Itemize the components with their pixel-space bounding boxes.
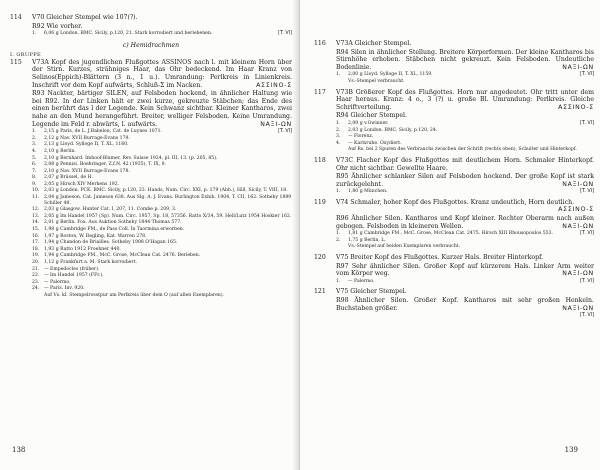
- example-item: [10, 136, 292, 142]
- reverse-text: [336, 49, 594, 72]
- example-description: — Empedocles (früher).: [44, 266, 100, 272]
- reverse-text: [336, 112, 594, 120]
- reverse-text: [336, 173, 594, 188]
- example-item: [10, 234, 292, 240]
- example-item: [10, 188, 292, 194]
- example-number: 4.: [336, 140, 341, 146]
- entry-number: 116: [314, 40, 326, 47]
- reverse-row: [314, 112, 594, 120]
- example-description: 2,10 g Nav. XVII Burrage-Evans 178.: [44, 168, 130, 174]
- entry-note: Vs.-Stempel verbraucht.: [348, 78, 405, 84]
- reverse-row: [314, 49, 594, 72]
- example-text: [348, 72, 594, 78]
- example-description: 2,15 g Paris, de L. J.Babelon, Cat. de Luynes 1071.: [44, 129, 162, 135]
- example-item: [314, 72, 594, 78]
- example-number: 22.: [32, 273, 40, 279]
- page-number: 139: [564, 446, 578, 454]
- example-description: 1,94 g Chandon de Briailles. Sotheby 1908 O'Hagan 165.: [44, 240, 178, 246]
- example-text: [44, 136, 292, 142]
- example-number: 18.: [32, 246, 40, 252]
- example-item: [10, 156, 292, 162]
- example-number: 1.: [336, 72, 341, 78]
- example-number: 1.: [336, 278, 341, 284]
- plate-row: [314, 313, 594, 319]
- example-number: 16.: [32, 233, 40, 239]
- reverse-description: R93 Nackter, bärtiger SILEN, auf Felsboden hockend, in ähnlicher Haltung wie bei R92. In der Linken hält er zwei kurze, gekreuzte Stäbchen; das Ende des einen berührt das l der Legende. Kein Schwanz sichtbar. Kleiner Kantharos, zwei nahe an den Mund herangeführt. Breiter, welliger Felsboden. Keine Umrandung. Legende im Feld r. abwärts, l. aufwärts.: [32, 90, 292, 128]
- example-number: 20.: [32, 260, 40, 265]
- reverse-description: R97 Sehr ähnlicher Silen. Großer Kopf auf kürzerem Hals. Linker Arm weiter vom Körper weg.: [336, 262, 594, 278]
- example-number: 4.: [32, 148, 37, 154]
- example-text: [44, 142, 292, 148]
- example-description: 1,98 g Cambridge FM., de Pass Coll. In Taormina erworben.: [44, 227, 185, 233]
- reverse-legend: ΝΑΞΙ-ΩΝ: [562, 270, 594, 278]
- example-number: 17.: [32, 240, 40, 246]
- example-text: [44, 220, 292, 226]
- reverse-text: [336, 297, 594, 312]
- entry-number: 115: [10, 58, 22, 66]
- example-description: 1,97 g Boston, W. Regling, Kat. Warren 278.: [44, 233, 147, 239]
- obverse-legend: ΑΣΣΙΝΟ-Σ: [256, 81, 292, 89]
- example-text: [348, 189, 594, 195]
- example-number: 1.: [336, 231, 341, 237]
- example-description: 2,01 g Berlin. Fox. Aus Auktion Sotheby 1844 Thomas 577.: [44, 220, 182, 226]
- example-item: [314, 238, 594, 244]
- example-number: 5.: [32, 155, 37, 161]
- example-description: — Karlsruhe. Oxydiert.: [348, 140, 402, 146]
- example-text: [348, 121, 594, 127]
- reverse-legend: ΝΑΞΙ-ΩΝ: [562, 222, 594, 230]
- example-text: [348, 134, 594, 140]
- catalog-entry-121: [314, 288, 594, 296]
- catalog-entry-114: [10, 14, 292, 22]
- example-text: [44, 188, 292, 194]
- example-description: — Florenz.: [348, 134, 374, 140]
- example-item: [10, 273, 292, 279]
- example-description: 1,12 g Frankfurt a. M. Stark korrodiert.: [44, 260, 137, 265]
- catalog-entry-119: [314, 199, 594, 214]
- entry-number: 118: [314, 156, 326, 164]
- example-item: [10, 240, 292, 246]
- example-number: 2.: [336, 127, 341, 133]
- reverse-row: [314, 173, 594, 188]
- example-description: 2,03 g London. BMC. Sicily, p.120, 24.: [348, 127, 438, 133]
- example-item: [314, 121, 594, 127]
- example-text: [44, 214, 292, 220]
- obverse-description: V73C Flacher Kopf des Flußgottes mit deutlichem Horn. Schmaler Hinterkopf. Ohr nicht sichtbar. Gewellte Haare.: [336, 156, 594, 172]
- example-description: 2,05 g Im Handel 1957 (Sp). Num. Circ. 1957, Sp. 18, 57356. Ratto X/34, 59. Hell/Lutz 1954 Hoskier 162.: [44, 213, 292, 219]
- example-item: [10, 214, 292, 220]
- example-description: 1,75 g Berlin, L.: [348, 237, 386, 243]
- plate-reference: [T. VI]: [580, 72, 594, 78]
- example-number: 11.: [32, 195, 40, 201]
- example-item: [10, 286, 292, 292]
- example-description: 1,93 g Ratto 1912 Froehner 440.: [44, 246, 121, 252]
- reverse-legend: ΝΑΞΙ-ΩΝ: [562, 63, 594, 71]
- plate-reference: [T. VI]: [580, 313, 594, 319]
- obverse-description: V75 Gleicher Stempel.: [336, 288, 407, 296]
- example-item: [10, 142, 292, 148]
- example-description: 1,81 g Cambridge FM., McC. Grose, McClean Cat. 2475. Hirsch XIII Rhousopoulos 553.: [348, 231, 553, 237]
- plate-reference: [T. VI]: [580, 278, 594, 284]
- example-text: [44, 240, 292, 246]
- catalog-entry-120: [314, 254, 594, 262]
- example-description: 2,03 g Glasgow. Hunter Cat. I, 207, 11. Combe p. 209, 3.: [44, 207, 177, 213]
- example-item: [10, 207, 292, 213]
- example-number: 1.: [32, 129, 37, 135]
- entry-number: 119: [314, 198, 326, 206]
- example-description: 2,04 g Jameson. Cat. Jameson 638. Aus Slg. A. J. Evans. Burlington Exhib. 1904, T. CII, 162. Sotheby 1899 Schiller 48.: [44, 195, 292, 206]
- reverse-description: R98 Ähnlicher Silen. Großer Kopf. Kantharos mit sehr großen Henkeln. Buchstaben größer.: [336, 297, 594, 312]
- example-item: [10, 253, 292, 259]
- catalog-entry-117: [314, 89, 594, 112]
- example-number: 15.: [32, 227, 40, 233]
- left-page-column: [10, 14, 292, 299]
- example-number: 21.: [32, 266, 40, 272]
- example-text: [44, 162, 292, 168]
- reverse-text: [336, 263, 594, 278]
- example-description: — Paris. Inv. 920.: [44, 286, 85, 292]
- section-title: c) Hemidrachmen: [122, 41, 180, 49]
- example-text: [44, 129, 292, 135]
- example-item: [10, 227, 292, 233]
- example-description: 2,05 g Hirsch XIV Merkens 192.: [44, 181, 120, 187]
- example-item: 1. [T. VI] 6,06 g London. BMC. Sicily, p.120, 21. Stark korrodiert und beriebenen.: [32, 31, 292, 37]
- example-text: [44, 182, 292, 188]
- example-text: [44, 149, 292, 155]
- example-number: 2.: [32, 135, 37, 141]
- catalog-entry-118: [314, 157, 594, 172]
- entry-number: 121: [314, 288, 326, 296]
- example-description: — Im Handel 1957 (FFr.).: [44, 273, 104, 279]
- example-list: [10, 129, 292, 292]
- obverse-text: [336, 199, 594, 214]
- reverse-description: R92 Wie vorher.: [32, 22, 83, 30]
- right-page: [300, 0, 600, 470]
- example-text: [348, 231, 594, 237]
- entry-number: 120: [314, 254, 326, 262]
- example-text: [44, 280, 292, 286]
- obverse-description: V73A Gleicher Stempel.: [336, 40, 412, 47]
- entry-number: 114: [10, 14, 22, 21]
- example-description: 1,80 g München.: [348, 189, 388, 195]
- example-item: [10, 247, 292, 253]
- example-item: [10, 267, 292, 273]
- obverse-description: V73B Größerer Kopf des Flußgottes. Horn nur angedeutet. Ohr tritt unter dem Haar heraus. Kranz: 4 o., 3 (?) u. große Bl. Umrandung: Perlkreis. Gleiche Schriftverteilung.: [336, 88, 594, 111]
- example-item: [10, 169, 292, 175]
- plate-reference: [T. VI]: [278, 31, 292, 37]
- example-number: 23.: [32, 279, 40, 285]
- example-number: 24.: [32, 286, 40, 292]
- example-number: 9.: [32, 181, 37, 187]
- example-text: [44, 253, 292, 259]
- obverse-legend: ΑΣΣΙΝΟ-Σ: [558, 103, 594, 111]
- example-item: [314, 231, 594, 237]
- reverse-row: [10, 23, 292, 31]
- obverse-text: [336, 40, 594, 48]
- example-text: [348, 279, 594, 285]
- example-number: 3.: [32, 142, 37, 148]
- example-item: [10, 260, 292, 266]
- example-item: [314, 128, 594, 134]
- example-text: [348, 238, 594, 244]
- example-description: 2,00 g Lloyd. Sylloge II, T. XL, 1159.: [348, 72, 433, 78]
- reverse-text: [336, 215, 594, 230]
- right-page-column: [314, 40, 594, 319]
- example-text: [44, 260, 292, 266]
- reverse-legend: ΝΑΞΙ-ΩΝ: [260, 120, 292, 128]
- example-text: [44, 227, 292, 233]
- example-number: 14.: [32, 220, 40, 226]
- example-number: 3.: [336, 134, 341, 140]
- reverse-description: R96 Ähnlicher Silen. Kantharos und Kopf kleiner. Rechter Oberarm nach außen gebogen. Felsboden in kleineren Wellen.: [336, 215, 594, 230]
- obverse-text: [336, 254, 594, 262]
- obverse-description: V75 Breiter Kopf des Flußgottes. Kurzer Hals. Breiter Hinterkopf.: [336, 254, 544, 262]
- example-text: [44, 169, 292, 175]
- reverse-description: R95 Ähnlicher schlanker Silen auf Felsboden hockend. Der große Kopf ist stark zurückgelehnt.: [336, 173, 594, 188]
- example-description: 2,08 g Pennisi. Boehringer, Z.f.N. 42 (1935), T. IX, 9.: [44, 162, 166, 168]
- example-number: 13.: [32, 213, 40, 219]
- group-title: I. GRUPPE: [10, 51, 42, 58]
- page-number: 138: [12, 446, 26, 454]
- example-text: [44, 195, 292, 206]
- example-number: 8.: [32, 175, 37, 181]
- plate-reference: [T. VI]: [580, 189, 594, 195]
- example-text: [44, 267, 292, 273]
- catalog-entry-116: [314, 40, 594, 48]
- example-description: 2,09 g v.Gwinner.: [348, 120, 389, 126]
- entry-note: Auf Vs. kl. Stempelrosstpur am Perlkreis über dem O (auf allen Exemplaren).: [44, 292, 225, 298]
- obverse-description: V73A Kopf des jugendlichen Flußgottes ASSINOS nach l. mit kleinem Horn über der Stirn. Kurzes, strähniges Haar, das Ohr bedeckend. Im Haar Kranz von Selinos(Eppich)-Blättern (3 n., 1 u.). Umrandung: Perlkreis in Linienkreis. Inschrift vor dem Kopf aufwärts, Schluß-Σ im Nacken.: [32, 58, 292, 89]
- example-item: [10, 280, 292, 286]
- example-item: [314, 279, 594, 285]
- example-item: [10, 182, 292, 188]
- example-number: 19.: [32, 253, 40, 259]
- entry-note: Vs.-Stempel auf beiden Exemplaren verbraucht.: [348, 244, 461, 250]
- example-description: 1,94 g Cambridge FM., McC. Grose, McClean Cat. 2476. Berieben.: [44, 253, 201, 259]
- example-text: [44, 175, 292, 181]
- example-description: — Palermo.: [348, 278, 375, 284]
- example-item: [10, 162, 292, 168]
- reverse-description: R94 Gleicher Stempel.: [336, 112, 407, 120]
- obverse-text: [336, 157, 594, 172]
- example-item: [314, 141, 594, 147]
- example-item: [314, 134, 594, 140]
- example-description: 2,10 g Bernhard. Imhoof-Blumer, Rev. Suisse 1924, pl. III, 13. (p. 205, 85).: [44, 155, 218, 161]
- example-number: 6.: [32, 162, 37, 168]
- plate-reference: [T. VI]: [580, 231, 594, 237]
- obverse-text: [336, 288, 594, 296]
- catalog-entry-115: [10, 59, 292, 89]
- example-description: — Palermo.: [44, 279, 71, 285]
- reverse-row: [314, 215, 594, 230]
- entry-note: Auf Rs. bei 2 Spuren des Verbrauchs zwischen der Schrift (rechts oben), Schulter und Hinterkopf.: [348, 147, 577, 153]
- example-description: 2,07 g Brüssel, de H.: [44, 175, 94, 181]
- example-number: 10.: [32, 188, 40, 194]
- reverse-description: R94 Silen in ähnlicher Stellung. Breitere Körperformen. Der kleine Kantharos bis Stirnhöhe erhoben. Stäbchen nicht gekreuzt. Kein Felsboden. Undeutliche Bodenlinie.: [336, 48, 594, 71]
- example-number: 1.: [336, 189, 341, 195]
- reverse-legend: ΝΑΞΙ-ΩΝ: [562, 180, 594, 188]
- reverse-row: [314, 297, 594, 312]
- example-text: [44, 273, 292, 279]
- example-item: [10, 129, 292, 135]
- obverse-description: V74 Schmaler, hoher Kopf des Flußgottes. Kranz undeutlich, Horn deutlich.: [336, 198, 575, 206]
- example-number: 12.: [32, 207, 40, 213]
- obverse-legend: ΑΣΣΙΝΟ-Σ: [558, 206, 594, 214]
- reverse-row: [314, 263, 594, 278]
- example-item: [10, 175, 292, 181]
- obverse-description: V70 Gleicher Stempel wie 107(?).: [32, 14, 138, 21]
- example-text: [348, 141, 594, 147]
- plate-reference: [T. VI]: [278, 129, 292, 135]
- example-description: 2,13 g Lloyd. Sylloge II, T. XL, 1160.: [44, 142, 129, 148]
- example-number: 7.: [32, 168, 37, 174]
- example-item: [10, 149, 292, 155]
- example-text: [44, 247, 292, 253]
- example-item: [10, 220, 292, 226]
- example-description: 2,12 g Nav. XVII Burrage-Evans 179.: [44, 135, 130, 141]
- example-item: [314, 189, 594, 195]
- entry-number: 117: [314, 88, 326, 96]
- example-text: [44, 207, 292, 213]
- example-description: 2,03 g London. PCK. BMC. Sicily, p.120, 23. Hands, Num. Circ. XXI, p. 179 (Abb.), Hill, Sicily, T. VIII, 18.: [44, 188, 288, 194]
- example-text: [44, 234, 292, 240]
- example-text: [44, 156, 292, 162]
- example-description: 2,10 g Berlin.: [44, 148, 76, 154]
- plate-reference: [T. VI]: [580, 120, 594, 126]
- example-text: [44, 286, 292, 292]
- reverse-legend: ΝΑΞΙ-ΩΝ: [562, 304, 594, 312]
- example-item: [10, 195, 292, 206]
- example-number: 2.: [336, 237, 341, 243]
- example-number: 1.: [336, 120, 341, 126]
- example-text: [348, 128, 594, 134]
- reverse-row: [10, 90, 292, 128]
- obverse-text: [336, 89, 594, 112]
